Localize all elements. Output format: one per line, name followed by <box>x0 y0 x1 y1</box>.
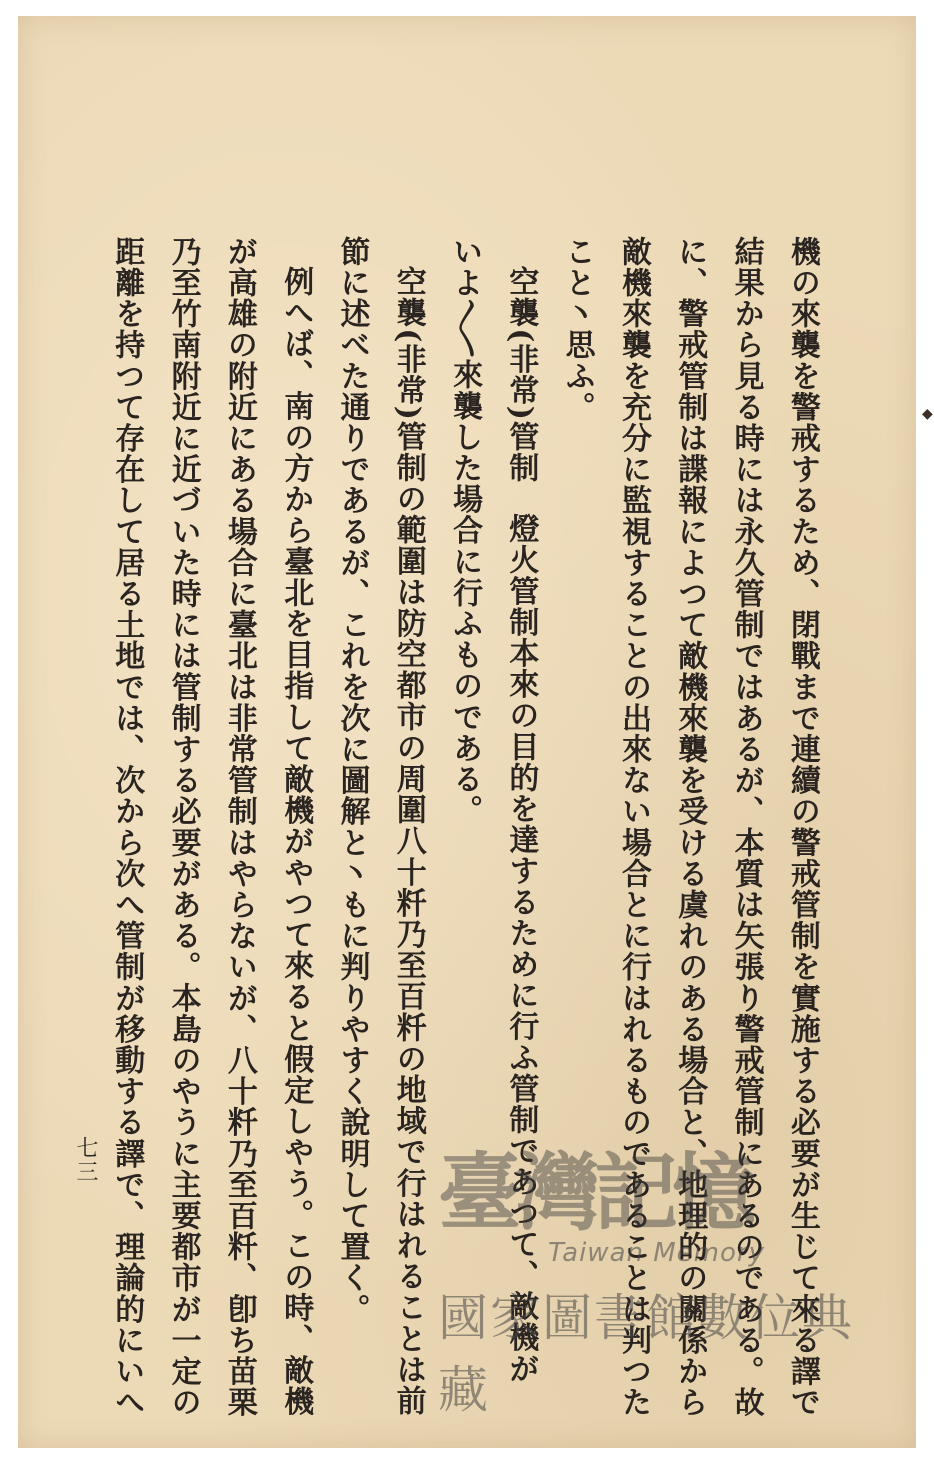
text-column: に、警戒管制は諜報によつて敵機來襲を受ける虞れのある場合と、地理的の關係から <box>672 236 708 1418</box>
watermark-latin: Taiwan Memory <box>548 1238 765 1268</box>
text-column: 例へば、南の方から臺北を目指して敵機がやつて來ると假定しやう。この時、敵機 <box>278 266 314 1417</box>
section-heading-text: 燈火管制本來の目的を達するために行ふ管制であつて、敵機が <box>503 513 539 1385</box>
text-column: 乃至竹南附近に近づいた時には管制する必要がある。本島のやうに主要都市が一定の <box>165 236 201 1418</box>
text-column: 機の來襲を警戒するため、閉戰まで連續の警戒管制を實施する必要が生じて來る譯で <box>784 236 820 1418</box>
watermark-institution: 國家圖書館數位典藏 <box>438 1289 854 1419</box>
text-column: いよ〳〵來襲した場合に行ふものである。 <box>447 236 483 826</box>
vertical-body-text <box>98 236 830 1418</box>
section-heading-line <box>492 236 548 1385</box>
text-column: こと丶思ふ。 <box>559 236 595 423</box>
text-column: 距離を持つて存在して居る土地では、次から次へ管制が移動する譯で、理論的にいへ <box>109 236 145 1418</box>
watermark-calligraphy: 臺灣記憶 <box>438 1143 751 1242</box>
section-heading: 空襲(非常)管制 <box>503 266 539 484</box>
text-column: 節に述べた通りであるが、これを次に圖解と丶もに判りやすく說明して置く。 <box>334 236 370 1325</box>
book-page <box>18 16 933 1448</box>
ink-mark-icon: ◆ <box>922 406 933 422</box>
page-number: 七三 <box>73 1136 98 1184</box>
text-column: が高雄の附近にある場合に臺北は非常管制はやらないが、八十粁乃至百粁、卽ち苗栗 <box>221 236 257 1418</box>
text-column: 敵機來襲を充分に監視することの出來ない場合とに行はれるものであることは判つた <box>615 236 651 1418</box>
indented-paragraph-start: 空襲(非常)管制の範圍は防空都市の周圍八十粁乃至百粁の地域で行はれることは前 <box>390 266 426 1417</box>
text-column: 結果から見る時には永久管制ではあるが、本質は矢張り警戒管制にあるのである。故 <box>728 236 764 1418</box>
